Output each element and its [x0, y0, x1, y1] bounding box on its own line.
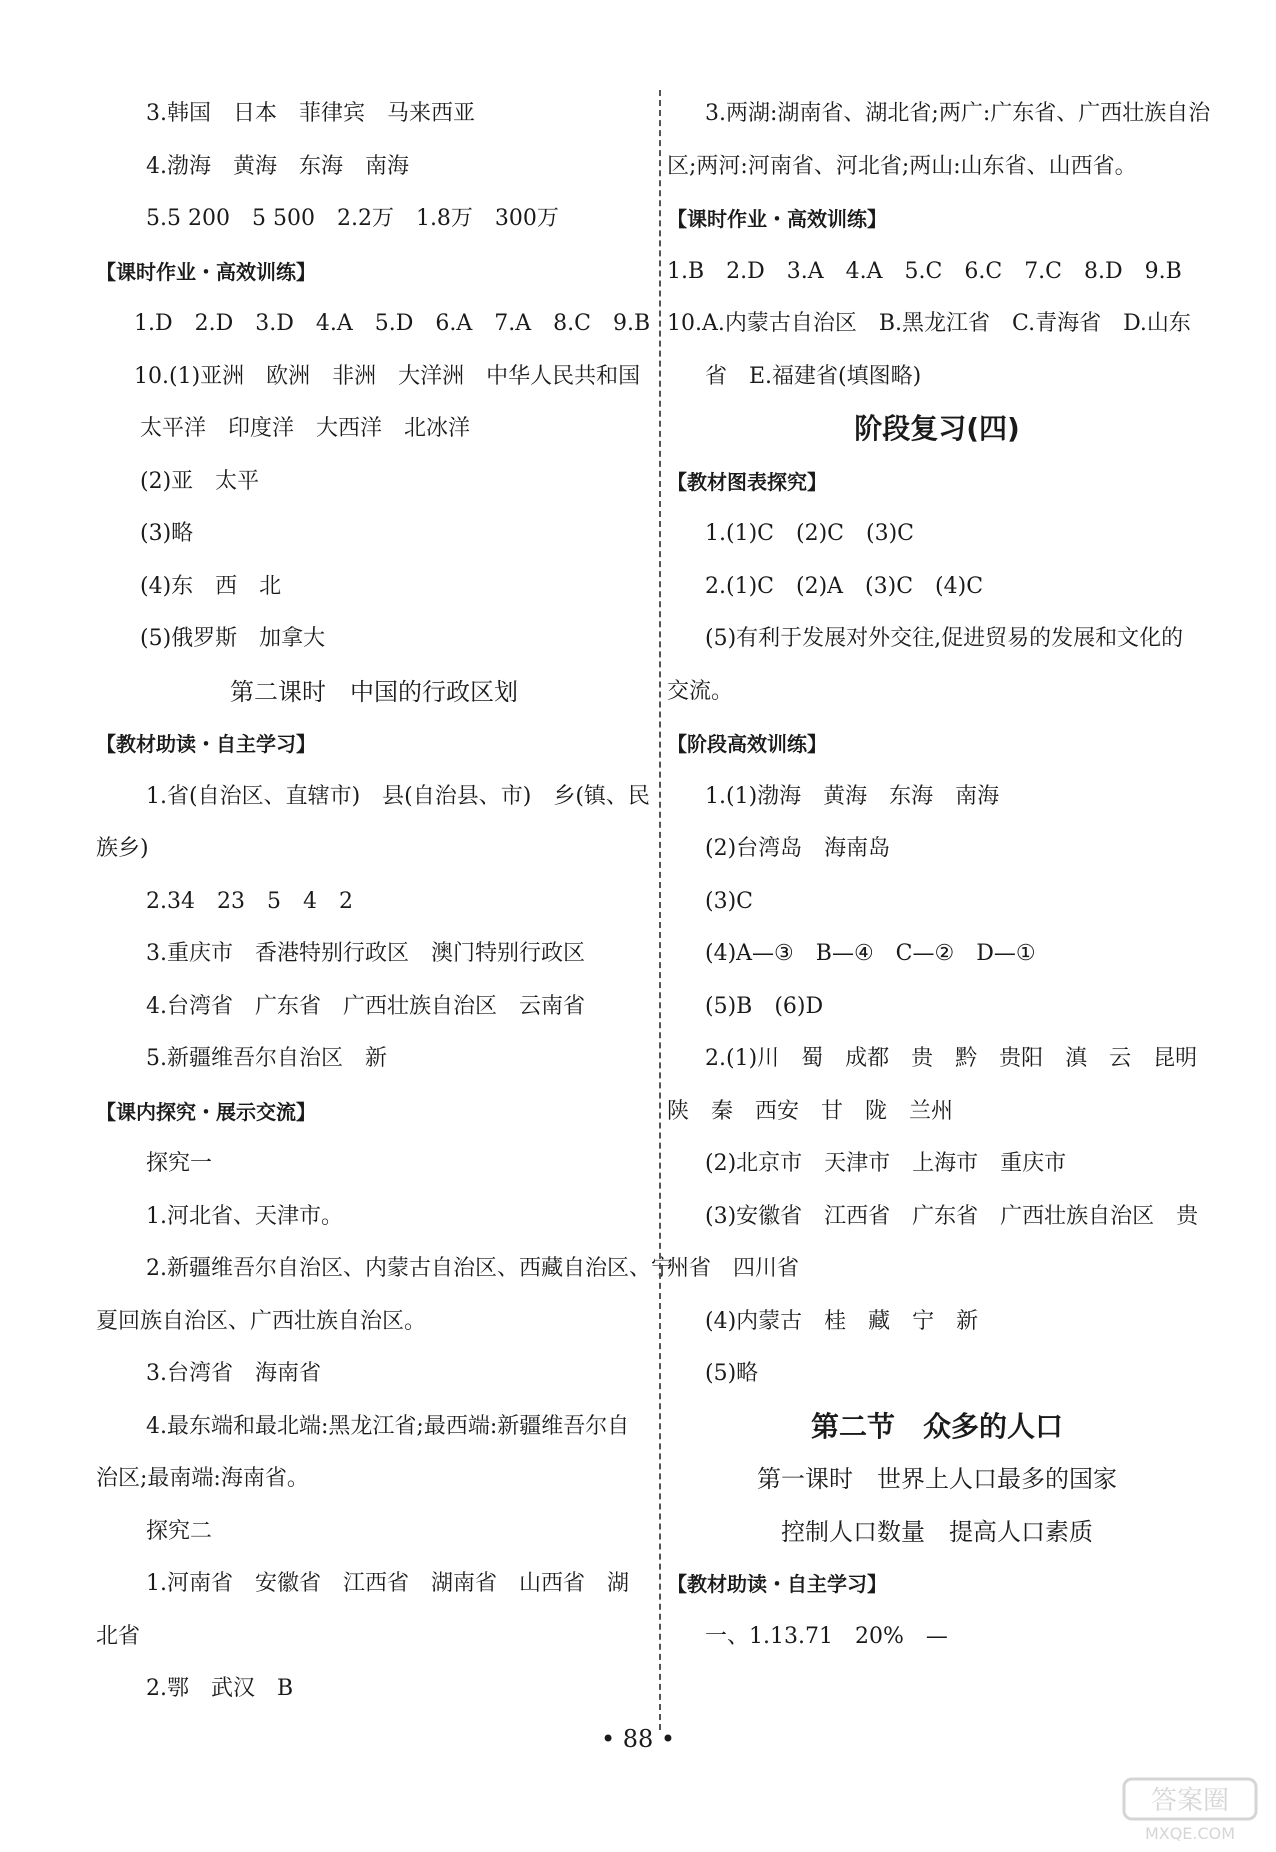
left-text-line: 1.D 2.D 3.D 4.A 5.D 6.A 7.A 8.C 9.B [134, 311, 651, 336]
left-text-line: 3.重庆市 香港特别行政区 澳门特别行政区 [146, 941, 585, 966]
left-text-line: 探究一 [146, 1151, 213, 1176]
left-text-line: 10.(1)亚洲 欧洲 非洲 大洋洲 中华人民共和国 [134, 363, 641, 389]
left-column [96, 88, 673, 1716]
right-text-line: 1.B 2.D 3.A 4.A 5.C 6.C 7.C 8.D 9.B [667, 258, 1182, 284]
left-text-line: 1.河南省 安徽省 江西省 湖南省 山西省 湖 [146, 1571, 629, 1596]
left-text-line: 5.5 200 5 500 2.2万 1.8万 300万 [146, 206, 559, 231]
svg-text:MXQE.COM: MXQE.COM [1144, 1824, 1236, 1843]
right-section-label: 【教材助读・自主学习】 [667, 1572, 887, 1596]
right-text-line: (3)C [705, 888, 753, 914]
page-number: • 88 • [600, 1725, 676, 1753]
svg-text:答案圈: 答案圈 [1150, 1786, 1230, 1816]
left-text-line: 太平洋 印度洋 大西洋 北冰洋 [140, 416, 471, 441]
left-lesson-heading: 第二课时 中国的行政区划 [230, 677, 518, 706]
left-section-label: 【课内探究・展示交流】 [96, 1099, 316, 1124]
right-text-line: 交流。 [667, 678, 734, 704]
left-section-label: 【课时作业・高效训练】 [96, 259, 316, 284]
left-text-line: (3)略 [140, 521, 194, 546]
left-text-line: (2)亚 太平 [140, 468, 260, 494]
right-text-line: 州省 四川省 [667, 1256, 800, 1281]
right-text-line: (2)台湾岛 海南岛 [705, 836, 891, 861]
left-text-line: 3.韩国 日本 菲律宾 马来西亚 [146, 101, 475, 126]
right-text-line: 3.两湖:湖南省、湖北省;两广:广东省、广西壮族自治 [705, 101, 1211, 126]
right-text-line: 2.(1)C (2)A (3)C (4)C [705, 573, 984, 599]
right-text-line: 区;两河:河南省、河北省;两山:山东省、山西省。 [667, 153, 1137, 179]
right-text-line: (5)略 [705, 1361, 759, 1386]
right-text-line: (5)有利于发展对外交往,促进贸易的发展和文化的 [705, 626, 1184, 651]
right-column [667, 88, 1211, 1663]
watermark-logo-icon [1120, 1775, 1260, 1845]
left-text-line: 探究二 [146, 1518, 213, 1544]
right-lesson-heading: 第一课时 世界上人口最多的国家 [757, 1465, 1117, 1493]
right-text-line: 2.(1)川 蜀 成都 贵 黔 贵阳 滇 云 昆明 [705, 1046, 1198, 1071]
right-text-line: (4)内蒙古 桂 藏 宁 新 [705, 1308, 979, 1334]
right-section-label: 【阶段高效训练】 [667, 732, 827, 756]
right-section-label: 【课时作业・高效训练】 [667, 207, 887, 231]
left-text-line: 4.渤海 黄海 东海 南海 [146, 153, 409, 179]
left-text-line: 2.鄂 武汉 B [146, 1676, 294, 1701]
right-text-line: (3)安徽省 江西省 广东省 广西壮族自治区 贵 [705, 1203, 1199, 1229]
left-text-line: (4)东 西 北 [140, 573, 282, 599]
right-text-line: 1.(1)渤海 黄海 东海 南海 [705, 783, 1000, 809]
left-text-line: 3.台湾省 海南省 [146, 1361, 321, 1386]
left-text-line: 2.新疆维吾尔自治区、内蒙古自治区、西藏自治区、宁 [146, 1256, 673, 1281]
right-text-line: 10.A.内蒙古自治区 B.黑龙江省 C.青海省 D.山东 [667, 311, 1191, 336]
right-text-line: 省 E.福建省(填图略) [705, 363, 922, 389]
right-section-heading: 阶段复习(四) [854, 412, 1020, 445]
left-text-line: 夏回族自治区、广西壮族自治区。 [96, 1308, 427, 1334]
left-text-line: 治区;最南端:海南省。 [96, 1466, 309, 1491]
left-text-line: 5.新疆维吾尔自治区 新 [146, 1046, 387, 1071]
left-text-line: 1.省(自治区、直辖市) 县(自治县、市) 乡(镇、民 [146, 783, 650, 809]
left-section-label: 【教材助读・自主学习】 [96, 732, 316, 756]
left-text-line: 族乡) [96, 836, 149, 861]
left-text-line: 2.34 23 5 4 2 [146, 888, 353, 914]
left-text-line: 北省 [96, 1623, 141, 1649]
left-text-line: 4.最东端和最北端:黑龙江省;最西端:新疆维吾尔自 [146, 1413, 630, 1439]
right-section-heading: 第二节 众多的人口 [810, 1409, 1063, 1443]
right-section-label: 【教材图表探究】 [667, 469, 827, 494]
right-text-line: 1.(1)C (2)C (3)C [705, 521, 914, 546]
left-text-line: (5)俄罗斯 加拿大 [140, 626, 326, 651]
right-text-line: (4)A—③ B—④ C—② D—① [705, 941, 1036, 966]
right-text-line: (5)B (6)D [705, 993, 824, 1019]
right-text-line: 一、1.13.71 20% — [705, 1623, 948, 1649]
right-text-line: 陕 秦 西安 甘 陇 兰州 [667, 1098, 954, 1124]
right-lesson-heading: 控制人口数量 提高人口素质 [781, 1517, 1093, 1546]
left-text-line: 4.台湾省 广东省 广西壮族自治区 云南省 [146, 993, 585, 1019]
left-text-line: 1.河北省、天津市。 [146, 1203, 343, 1229]
right-text-line: (2)北京市 天津市 上海市 重庆市 [705, 1151, 1067, 1176]
column-divider [659, 90, 661, 1730]
